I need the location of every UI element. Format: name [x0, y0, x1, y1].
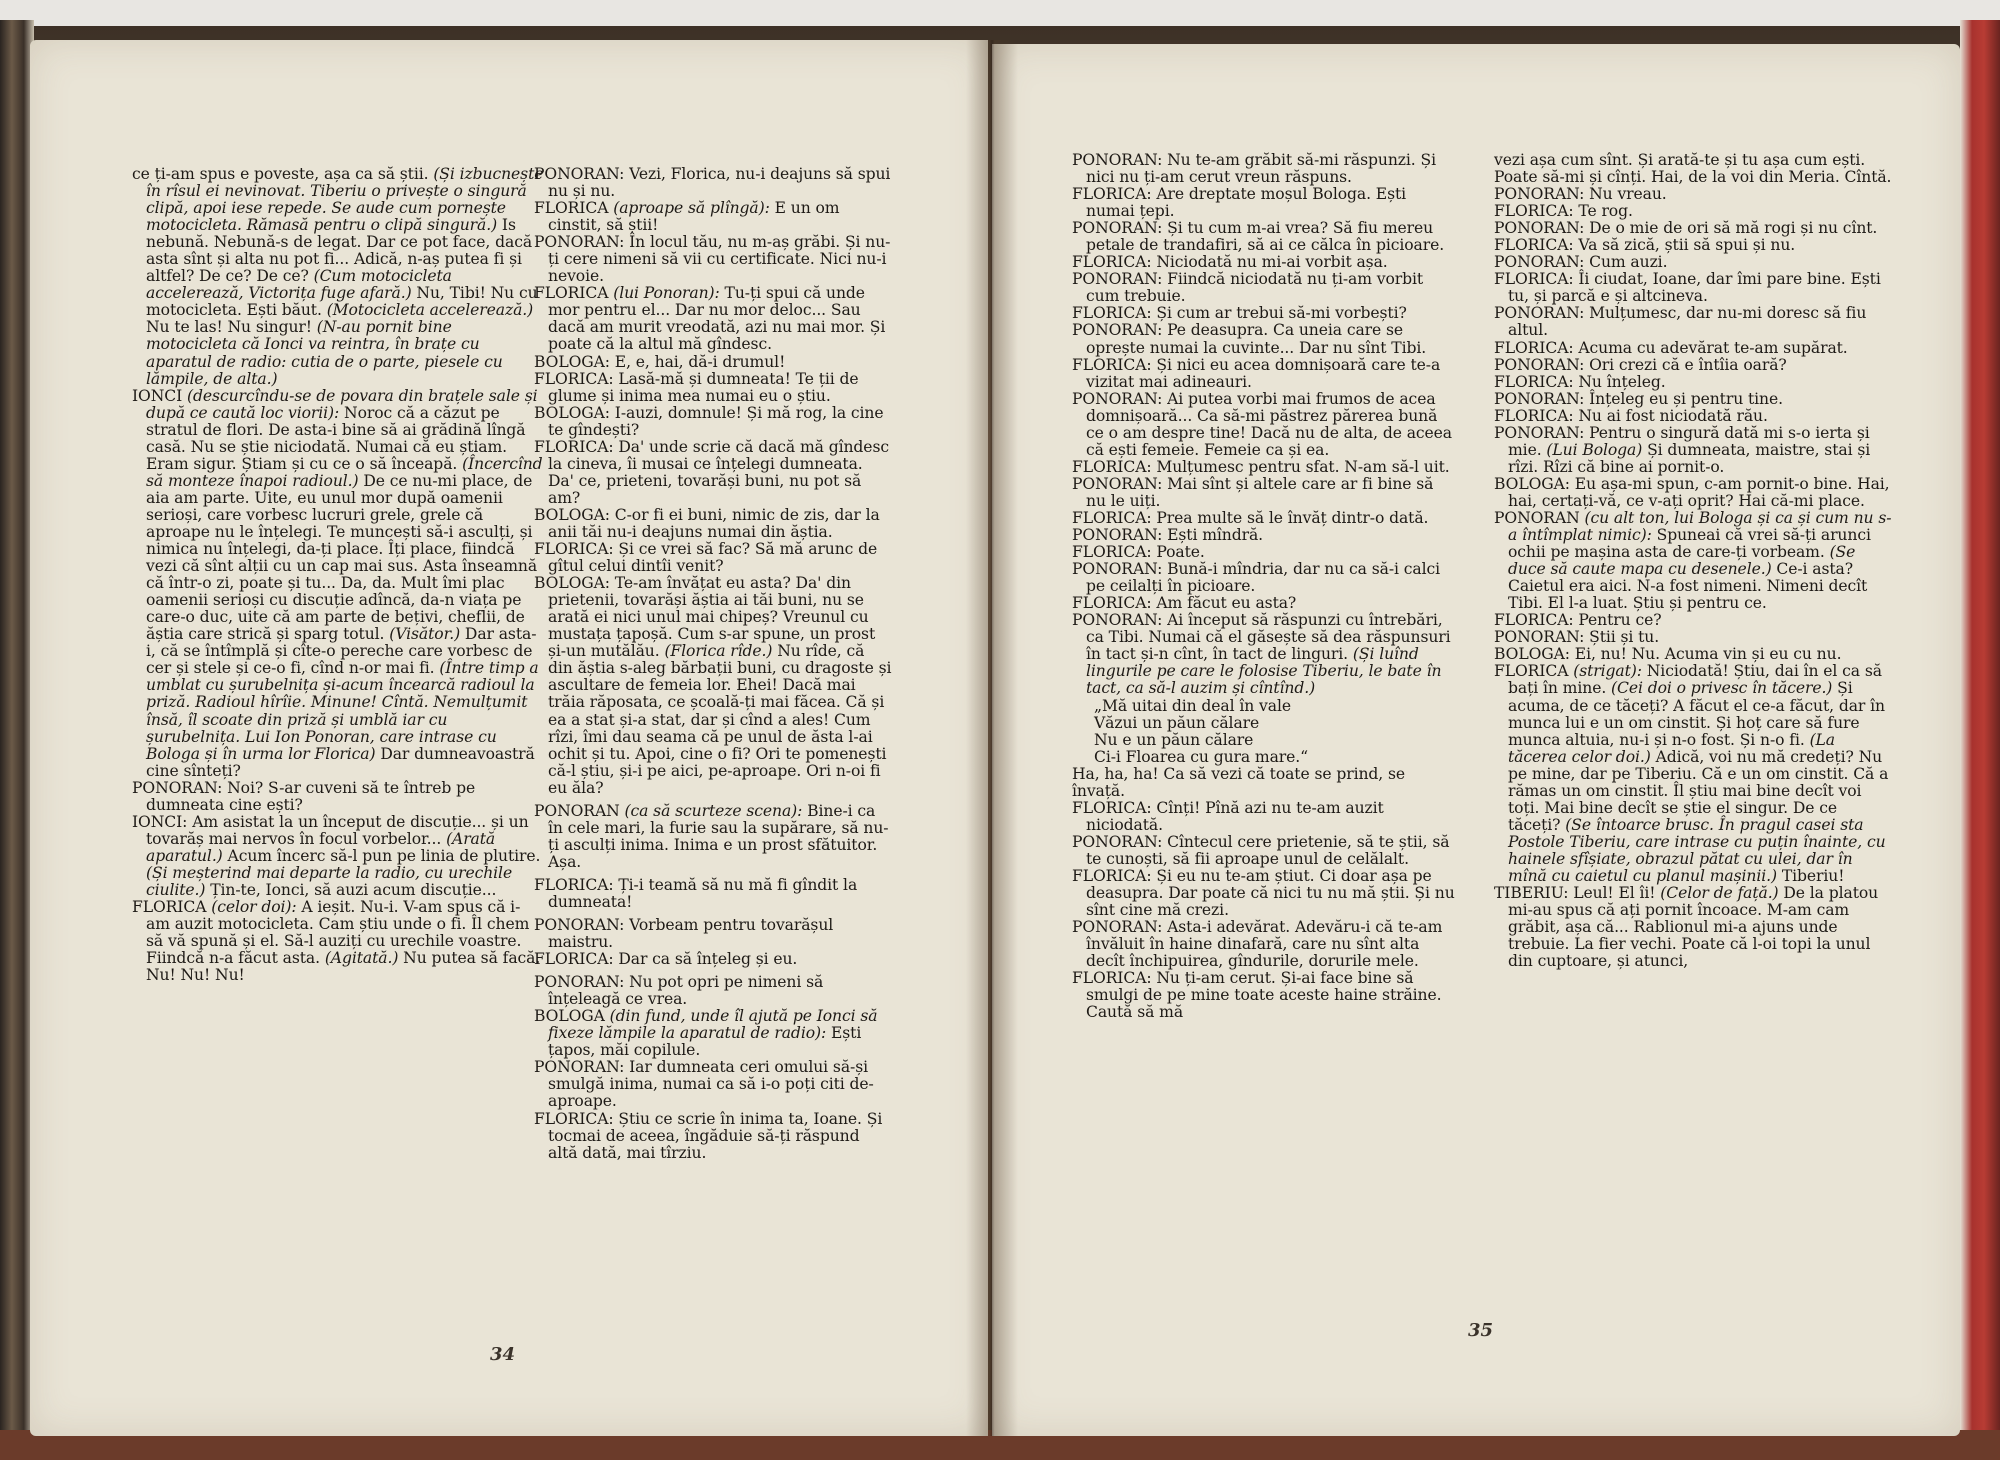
stage-direction: (descurcîndu-se de povara din brațele sale și după ce caută loc viorii):	[146, 386, 538, 422]
dialogue-paragraph	[1072, 544, 1458, 561]
dialogue-text: PONORAN: Cum auzi.	[1494, 253, 1668, 272]
dialogue-text: PONORAN: Asta-i adevărat. Adevăru-i că te-am învăluit în haine dinafară, care nu sînt alta decît închipuirea, gîndurile, dorurile mele.	[1072, 918, 1443, 971]
dialogue-text: PONORAN: Cîntecul cere prietenie, să te știi, să te cunoști, să fii aproape unul de celălalt.	[1072, 832, 1450, 868]
dialogue-text: BOLOGA: C-or fi ei buni, nimic de zis, dar la anii tăi nu-i deajuns numai din ăștia.	[534, 505, 880, 541]
dialogue-paragraph	[1494, 152, 1894, 186]
dialogue-text: Nu e un păun călare	[1094, 730, 1254, 749]
dialogue-text: PONORAN: Vorbeam pentru tovarășul maistru.	[534, 916, 834, 952]
dialogue-paragraph	[1494, 629, 1894, 646]
dialogue-text: FLORICA: Da' unde scrie că dacă mă gîndesc la cineva, îi musai ce înțelegi dumneata. Da' ce, prieteni, tovarăși buni, nu pot să am?	[534, 437, 889, 507]
dialogue-text: PONORAN: Ai început să răspunzi cu întrebări, ca Tibi. Numai că el găsește să dea răspunsuri în tact și-n cînt, în tact de linguri.	[1072, 611, 1451, 664]
dialogue-paragraph	[534, 234, 892, 285]
dialogue-text: Tiberiu!	[1776, 866, 1845, 885]
dialogue-paragraph	[1072, 766, 1458, 800]
dialogue-paragraph	[534, 166, 892, 200]
dialogue-paragraph	[1494, 612, 1894, 629]
dialogue-paragraph	[1494, 340, 1894, 357]
dialogue-text: Niciodată! Știu, dai în el ca să bați în mine.	[1508, 662, 1882, 698]
dialogue-text: FLORICA: Și ce vrei să fac? Să mă arunc de gîtul celui dintîi venit?	[534, 540, 878, 576]
dialogue-text: PONORAN: Ești mîndră.	[1072, 526, 1264, 545]
dialogue-paragraph	[132, 166, 544, 388]
stage-direction: (Se duce să caute mapa cu desenele.)	[1508, 543, 1856, 579]
dialogue-text: Și dumneata, maistre, stai și rîzi. Rîzi că bine ai pornit-o.	[1508, 440, 1871, 476]
dialogue-text: Și acuma, de ce tăceți? A făcut el ce-a făcut, dar în munca lui e un om cinstit. Și hoț care să fure munca altuia, nu-i și n-o fost. Și n-o fi.	[1508, 679, 1885, 749]
dialogue-text: ce ți-am spus e poveste, așa ca să știi.	[132, 165, 434, 183]
dialogue-text: FLORICA: Nu ai fost niciodată rău.	[1494, 406, 1768, 425]
dialogue-paragraph	[534, 371, 892, 405]
dialogue-text: FLORICA: Mulțumesc pentru sfat. N-am să-l uit.	[1072, 457, 1450, 476]
dialogue-paragraph	[1072, 271, 1458, 305]
dialogue-text: PONORAN: Pentru o singură dată mi s-o ierta și mie.	[1494, 423, 1870, 459]
book-cover-right-edge	[1960, 20, 2000, 1440]
stage-direction: (cu alt ton, lui Bologa și ca și cum nu s-a întîmplat nimic):	[1508, 508, 1892, 545]
dialogue-text: FLORICA: Și nici eu acea domnișoară care te-a vizitat mai adineauri.	[1072, 355, 1441, 391]
dialogue-text: FLORICA: Acuma cu adevărat te-am supărat.	[1494, 338, 1848, 357]
dialogue-text: Nu rîde, că din ăștia s-aleg bărbații buni, cu dragoste și ascultare de femeia lor. Ehei! Dacă mai trăia răposata, ce școală-ți mai făcea. Că și ea a stat și-a stat, dar și cînd a ales! Cum rîzi, îmi dau seama că pe unul de ăsta l-ai ochit și tu. Apoi, cine o fi? Ori te pomenești că-l știu, și-i pe aici, pe-aproape. Ori n-oi fi eu ăla?	[548, 642, 892, 797]
stage-direction: (strigat):	[1573, 662, 1642, 681]
dialogue-text: FLORICA: Nu ți-am cerut. Și-ai face bine să smulgi de pe mine toate aceste haine străine. Caută să mă	[1072, 969, 1442, 1022]
dialogue-paragraph	[1494, 374, 1894, 391]
stage-direction: (Lui Bologa)	[1546, 440, 1643, 459]
dialogue-paragraph	[534, 803, 892, 871]
dialogue-paragraph	[534, 405, 892, 439]
dialogue-paragraph	[1072, 510, 1458, 527]
dialogue-paragraph	[534, 974, 892, 1008]
stage-direction: (ca să scurteze scena):	[624, 801, 803, 820]
dialogue-text: PONORAN	[534, 801, 625, 820]
stage-direction: (Și luînd lingurile pe care le folosise Tiberiu, le bate în tact, ca să-l auzim și cîntînd.)	[1086, 645, 1442, 698]
stage-direction: (din fund, unde îl ajută pe Ionci să fixeze lămpile la aparatul de radio):	[548, 1007, 878, 1043]
dialogue-text: FLORICA	[1494, 662, 1574, 681]
dialogue-paragraph	[1072, 595, 1458, 612]
dialogue-paragraph	[534, 285, 892, 353]
dialogue-text: Acum încerc să-l pun pe linia de plutire.	[222, 846, 541, 865]
dialogue-paragraph	[1494, 510, 1894, 612]
dialogue-paragraph	[1494, 425, 1894, 476]
dialogue-paragraph	[1072, 970, 1458, 1021]
dialogue-paragraph	[1072, 186, 1458, 220]
dialogue-text: PONORAN: Nu te-am grăbit să-mi răspunzi. Și nici nu ți-am cerut vreun răspuns.	[1072, 151, 1436, 187]
dialogue-text: PONORAN: Ori crezi că e întîia oară?	[1494, 355, 1787, 374]
dialogue-text: Ci-i Floarea cu gura mare.“	[1094, 747, 1309, 766]
dialogue-paragraph	[1072, 220, 1458, 254]
dialogue-paragraph	[1072, 391, 1458, 459]
dialogue-text: PONORAN: Nu vreau.	[1494, 185, 1667, 204]
stage-direction: (Florica rîde.)	[664, 642, 773, 661]
dialogue-text: E un om cinstit, să știi!	[548, 199, 840, 235]
dialogue-paragraph	[1494, 646, 1894, 663]
dialogue-text: FLORICA: Are dreptate moșul Bologa. Ești numai țepi.	[1072, 185, 1407, 221]
stage-direction: (Visător.)	[389, 625, 461, 644]
dialogue-text: FLORICA: Niciodată nu mi-ai vorbit așa.	[1072, 253, 1388, 272]
stage-direction: (Între timp a umblat cu șurubelnița și-acum încearcă radioul la priză. Radioul hîrîie. Minune! Cîntă. Nemulțumit însă, îl scoate din priză și umblă iar cu șurubelnița. Lui Ion Ponoran, care intrase cu Bologa și în urma lor Florica)	[146, 659, 539, 763]
dialogue-paragraph	[1494, 391, 1894, 408]
stage-direction: (Și izbucnește în rîsul ei nevinovat. Tiberiu o privește o singură clipă, apoi iese repede. Se aude cum pornește motocicleta. Rămasă pentru o clipă singură.)	[146, 165, 544, 235]
dialogue-text: De ce nu-mi place, de aia am parte. Uite, eu unul mor după oamenii serioși, care vorbesc lucruri grele, grele că aproape nu le înțelegi. Te muncești să-i asculți, și nimica nu înțelegi, da-ți place. Îți place, fiindcă vezi că sînt alții cu un cap mai sus. Asta înseamnă că într-o zi, poate și tu... Da, da. Mult îmi plac oamenii serioși cu discuție adîncă, da-n viața pe care-o duc, uite că am parte de bețivi, cheflii, de ăștia care strică și sparg totul.	[146, 471, 538, 644]
stage-direction: (Se întoarce brusc. În pragul casei sta Postole Tiberiu, care intrase cu puțin înainte, cu hainele sfîșiate, obrazul pătat cu ulei, dar în mînă cu caietul cu planul mașinii.)	[1508, 815, 1886, 885]
dialogue-text: Is nebună. Nebună-s de legat. Dar ce pot face, dacă asta sînt și alta nu pot fi... Adică, n-aș putea fi și altfel? De ce? De ce?	[146, 216, 533, 286]
dialogue-paragraph	[534, 200, 892, 234]
dialogue-text: PONORAN: Ai putea vorbi mai frumos de acea domnișoară... Ca să-mi păstrez părerea bună ce o am despre tine! Dacă nu de alta, de aceea că ești femeie. Femeie ca și ea.	[1072, 389, 1452, 459]
dialogue-paragraph	[1494, 237, 1894, 254]
page-number-left: 34	[490, 1344, 516, 1365]
dialogue-text: FLORICA: Lasă-mă și dumneata! Te ții de glume și inima mea numai eu o știu.	[534, 369, 859, 405]
dialogue-text: vezi așa cum sînt. Și arată-te și tu așa cum ești. Poate să-mi și cînți. Hai, de la voi din Meria. Cîntă.	[1494, 151, 1892, 187]
dialogue-text: PONORAN: Fiindcă niciodată nu ți-am vorbit cum trebuie.	[1072, 270, 1424, 306]
dialogue-paragraph	[132, 388, 544, 780]
dialogue-text: PONORAN	[1494, 508, 1585, 527]
dialogue-text: FLORICA	[534, 284, 614, 303]
dialogue-text: BOLOGA: Ei, nu! Nu. Acuma vin și eu cu nu.	[1494, 645, 1842, 664]
dialogue-paragraph	[1072, 459, 1458, 476]
book-cover-left-edge	[0, 20, 34, 1440]
song-verse-line	[1072, 698, 1458, 715]
stage-direction: (Motocicleta accelerează.)	[326, 301, 534, 320]
dialogue-paragraph	[1494, 254, 1894, 271]
dialogue-text: PONORAN: Mai sînt și altele care ar fi bine să nu le uiți.	[1072, 474, 1434, 510]
dialogue-text: PONORAN: În locul tău, nu m-aș grăbi. Și nu-ți cere nimeni să vii cu certificate. Nici nu-i nevoie.	[534, 233, 891, 286]
dialogue-paragraph	[1494, 357, 1894, 374]
dialogue-text: FLORICA: Pentru ce?	[1494, 611, 1662, 630]
stage-direction: (Cum motocicleta accelerează, Victorița fuge afară.)	[146, 267, 452, 303]
dialogue-text: PONORAN: Bună-i mîndria, dar nu ca să-i calci pe ceilalți în picioare.	[1072, 560, 1440, 596]
page-number-right: 35	[1468, 1320, 1494, 1341]
stage-direction: (aproape să plîngă):	[613, 199, 770, 218]
dialogue-text: FLORICA: Poate.	[1072, 543, 1205, 562]
right-page-column-1	[1072, 152, 1458, 1021]
dialogue-paragraph	[1494, 885, 1894, 970]
dialogue-text: FLORICA: Și eu nu te-am știut. Ci doar așa pe deasupra. Dar poate că nici tu nu mă știi. Și nu sînt cine mă crezi.	[1072, 866, 1455, 920]
dialogue-paragraph	[1072, 800, 1458, 834]
dialogue-paragraph	[1072, 476, 1458, 510]
stage-direction: (lui Ponoran):	[613, 284, 720, 303]
dialogue-paragraph	[1494, 408, 1894, 425]
dialogue-text: PONORAN: Înțeleg eu și pentru tine.	[1494, 389, 1783, 408]
dialogue-paragraph	[1494, 203, 1894, 220]
dialogue-paragraph	[534, 575, 892, 797]
dialogue-paragraph	[1072, 919, 1458, 970]
dialogue-text: PONORAN: Noi? S-ar cuveni să te întreb pe dumneata cine ești?	[132, 778, 476, 814]
dialogue-text: FLORICA: Ți-i teamă să nu mă fi gîndit la dumneata!	[534, 875, 858, 911]
dialogue-text: FLORICA: Te rog.	[1494, 202, 1633, 221]
dialogue-text: Nu putea să facă. Nu! Nu! Nu!	[146, 949, 541, 985]
dialogue-text: PONORAN: Pe deasupra. Ca uneia care se oprește numai la cuvinte... Dar nu sînt Tibi.	[1072, 321, 1427, 357]
dialogue-paragraph	[1072, 305, 1458, 322]
dialogue-text: IONCI: Am asistat la un început de discuție... și un tovarăș mai nervos în focul vorbelor...	[132, 812, 529, 848]
dialogue-text: Nu, Tibi! Nu cu motocicleta. Ești băut.	[146, 284, 538, 320]
dialogue-text: FLORICA: Dar ca să înțeleg și eu.	[534, 950, 798, 969]
dialogue-text: FLORICA: Prea multe să le învăț dintr-o dată.	[1072, 508, 1429, 527]
dialogue-paragraph	[1494, 476, 1894, 510]
dialogue-text: Ha, ha, ha! Ca să vezi că toate se prind, se învață.	[1072, 764, 1406, 800]
song-verse-line	[1072, 732, 1458, 749]
dialogue-paragraph	[132, 899, 544, 984]
dialogue-text: Tu-ți spui că unde mor pentru el... Dar nu mor deloc... Sau dacă am murit vreodată, azi nu mai mor. Și poate că la altul mă gîndesc.	[548, 284, 886, 354]
dialogue-text: BOLOGA: I-auzi, domnule! Și mă rog, la cine te gîndești?	[534, 403, 884, 439]
stage-direction: (Celor de față.)	[1660, 884, 1779, 903]
dialogue-paragraph	[132, 814, 544, 899]
dialogue-text: FLORICA	[132, 898, 212, 917]
stage-direction: (Încercînd să monteze înapoi radioul.)	[146, 454, 543, 490]
dialogue-paragraph	[1072, 152, 1458, 186]
dialogue-text: PONORAN: Mulțumesc, dar nu-mi doresc să fiu altul.	[1494, 304, 1867, 340]
dialogue-paragraph	[1494, 305, 1894, 339]
stage-direction: (celor doi):	[211, 898, 297, 917]
dialogue-paragraph	[534, 1111, 892, 1162]
dialogue-text: Bine-i ca în cele mari, la furie sau la supărare, să nu-ți asculți inima. Inima e un prost sfătuitor. Așa.	[548, 801, 889, 871]
dialogue-paragraph	[534, 1008, 892, 1059]
dialogue-text: Ce-i asta? Caietul era aici. N-a fost nimeni. Nimeni decît Tibi. El l-a luat. Știu și pentru ce.	[1508, 560, 1868, 613]
dialogue-text: PONORAN: Vezi, Florica, nu-i deajuns să spui nu și nu.	[534, 165, 891, 201]
dialogue-paragraph	[1072, 612, 1458, 697]
dialogue-text: PONORAN: Știi și tu.	[1494, 628, 1660, 647]
dialogue-paragraph	[1494, 220, 1894, 237]
stage-direction: (La tăcerea celor doi.)	[1508, 730, 1835, 766]
dialogue-paragraph	[534, 917, 892, 951]
dialogue-paragraph	[1494, 271, 1894, 305]
dialogue-paragraph	[534, 951, 892, 968]
scan-top-edge	[0, 0, 2000, 26]
stage-direction: (Cei doi o privesc în tăcere.)	[1611, 679, 1833, 698]
dialogue-text: Adică, voi nu mă credeți? Nu pe mine, dar pe Tiberiu. Că e un om cinstit. Că a rămas un om cinstit. Îl știu mai bine decît voi toți. Mai bine decît se știe el singur. De ce tăceți?	[1508, 747, 1889, 834]
dialogue-paragraph	[132, 780, 544, 814]
dialogue-paragraph	[534, 877, 892, 911]
dialogue-text: TIBERIU: Leul! El îi!	[1494, 884, 1661, 903]
dialogue-text: BOLOGA: Eu așa-mi spun, c-am pornit-o bine. Hai, hai, certați-vă, ce v-ați oprit? Hai că-mi place.	[1494, 474, 1890, 510]
left-page-column-2	[534, 166, 892, 1162]
dialogue-text: Noroc că a căzut pe stratul de flori. De asta-i bine să ai grădină lîngă casă. Nu se știe niciodată. Numai că eu știam. Eram sigur. Știam și cu ce o să înceapă.	[146, 403, 526, 473]
dialogue-text: FLORICA: Am făcut eu asta?	[1072, 594, 1297, 613]
dialogue-text: IONCI	[132, 386, 188, 405]
stage-direction: (Și meșterind mai departe la radio, cu urechile ciulite.)	[146, 863, 513, 899]
song-verse-line	[1072, 749, 1458, 766]
dialogue-text: Dar asta-i, că se întîmplă și cîte-o pereche care vorbesc de cer și stele și ce-o fi, cînd n-or mai fi.	[146, 625, 537, 678]
dialogue-text: BOLOGA: E, e, hai, dă-i drumul!	[534, 352, 786, 371]
dialogue-paragraph	[1494, 663, 1894, 885]
left-page-column-1	[132, 166, 544, 984]
dialogue-paragraph	[1072, 868, 1458, 919]
dialogue-text: FLORICA: Știu ce scrie în inima ta, Ioane. Și tocmai de aceea, îngăduie să-ți răspund altă dată, mai tîrziu.	[534, 1109, 883, 1162]
dialogue-paragraph	[1072, 254, 1458, 271]
dialogue-paragraph	[534, 354, 892, 371]
song-verse-line	[1072, 715, 1458, 732]
stage-direction: (Agitată.)	[324, 949, 399, 968]
dialogue-text: „Mă uitai din deal în vale	[1094, 696, 1291, 715]
dialogue-text: PONORAN: Iar dumneata ceri omului să-și smulgă inima, numai ca să i-o poți citi de-aproape.	[534, 1058, 874, 1111]
dialogue-text: Văzui un păun călare	[1094, 713, 1260, 732]
dialogue-text: De la platou mi-au spus că ați pornit încoace. M-am cam grăbit, așa că... Rablionul mi-a ajuns unde trebuie. La fier vechi. Poate că l-oi topi la unul din cuptoare, și atunci,	[1508, 884, 1879, 971]
dialogue-text: Dar dumneavoastră cine sînteți?	[146, 744, 535, 780]
dialogue-text: A ieșit. Nu-i. V-am spus că i-am auzit motocicleta. Cam știu unde o fi. Îl chem să vă spună și el. Să-l auziți cu urechile voastre. Fiindcă n-a făcut asta.	[146, 898, 530, 968]
dialogue-text: Țin-te, Ionci, să auzi acum discuție...	[205, 880, 497, 899]
dialogue-paragraph	[1072, 561, 1458, 595]
dialogue-text: Ești țapos, măi copilule.	[548, 1024, 862, 1060]
dialogue-paragraph	[534, 507, 892, 541]
dialogue-paragraph	[1072, 527, 1458, 544]
dialogue-paragraph	[1494, 186, 1894, 203]
dialogue-paragraph	[1072, 322, 1458, 356]
dialogue-text: BOLOGA	[534, 1007, 610, 1026]
dialogue-text: Nu te las! Nu singur!	[146, 318, 317, 337]
right-page-column-2	[1494, 152, 1894, 970]
dialogue-text: Spuneai că vrei să-ți arunci ochii pe mașina asta de care-ți vorbeam.	[1508, 526, 1871, 562]
dialogue-text: FLORICA: Și cum ar trebui să-mi vorbești?	[1072, 304, 1407, 323]
dialogue-text: PONORAN: Nu pot opri pe nimeni să înțeleagă ce vrea.	[534, 973, 824, 1009]
dialogue-text: PONORAN: Și tu cum m-ai vrea? Să fiu mereu petale de trandafiri, să ai ce călca în picioare.	[1072, 219, 1445, 255]
dialogue-text: FLORICA: Îi ciudat, Ioane, dar îmi pare bine. Ești tu, și parcă e și altcineva.	[1494, 270, 1881, 306]
dialogue-text: FLORICA	[534, 199, 614, 218]
dialogue-paragraph	[1072, 357, 1458, 391]
dialogue-text: FLORICA: Cînți! Pînă azi nu te-am auzit niciodată.	[1072, 798, 1384, 834]
stage-direction: (Arată aparatul.)	[146, 829, 496, 865]
book-gutter	[966, 40, 1018, 1436]
dialogue-text: FLORICA: Nu înțeleg.	[1494, 372, 1666, 391]
dialogue-paragraph	[534, 1059, 892, 1110]
dialogue-text: FLORICA: Va să zică, știi să spui și nu.	[1494, 236, 1796, 255]
dialogue-paragraph	[1072, 834, 1458, 868]
dialogue-paragraph	[534, 439, 892, 507]
stage-direction: (N-au pornit bine motocicleta că Ionci va reintra, în brațe cu aparatul de radio: cutia de o parte, piesele cu lămpile, de alta.)	[146, 318, 503, 388]
dialogue-text: PONORAN: De o mie de ori să mă rogi și nu cînt.	[1494, 219, 1878, 238]
dialogue-paragraph	[534, 541, 892, 575]
dialogue-text: BOLOGA: Te-am învățat eu asta? Da' din prietenii, tovarăși ăștia ai tăi buni, nu se arată ei nici unul mai chipeș? Vreunul cu mustața țapoșă. Cum s-ar spune, un prost și-un mutălău.	[534, 574, 876, 661]
